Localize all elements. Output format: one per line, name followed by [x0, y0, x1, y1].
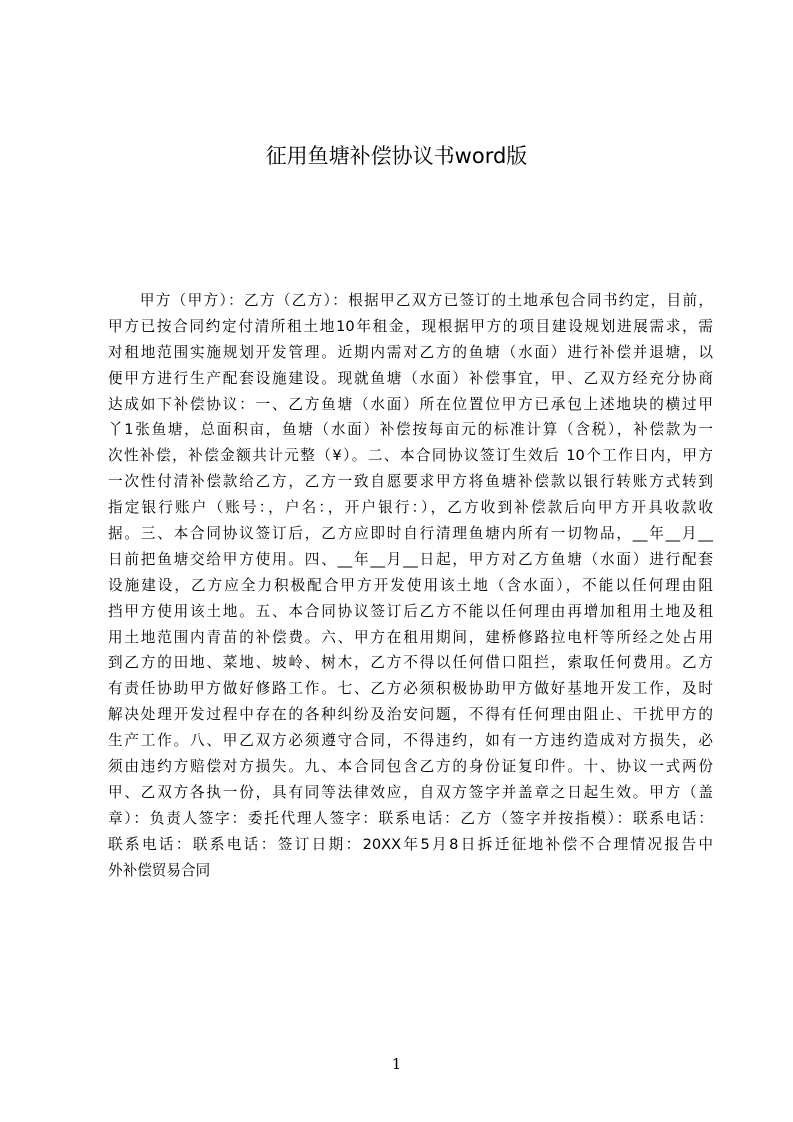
body-line: 丫1张鱼塘，总面积亩，鱼塘（水面）补偿按每亩元的标准计算（含税），补偿款为一: [108, 421, 713, 439]
body-line: 便甲方进行生产配套设施建设。现就鱼塘（水面）补偿事宜，甲、乙双方经充分协商: [108, 369, 713, 387]
body-line: 达成如下补偿协议：一、乙方鱼塘（水面）所在位置位甲方已承包上述地块的横过甲: [108, 395, 713, 413]
body-line: 据。三、本合同协议签订后，乙方应即时自行清理鱼塘内所有一切物品，__年__月__: [108, 525, 713, 543]
body-line: 外补偿贸易合同: [108, 861, 211, 879]
body-line: 生产工作。八、甲乙双方必须遵守合同，不得违约，如有一方违约造成对方损失，必: [108, 732, 713, 750]
document-title: 征用鱼塘补偿协议书word版: [265, 144, 528, 168]
body-line: 甲方已按合同约定付清所租土地10年租金，现根据甲方的项目建设规划进展需求，需: [108, 317, 713, 335]
body-line: 章）：负责人签字：委托代理人签字：联系电话：乙方（签字并按指模）：联系电话：: [108, 809, 713, 827]
body-line: 挡甲方使用该土地。五、本合同协议签订后乙方不能以任何理由再增加租用土地及租: [108, 602, 713, 620]
body-line: 用土地范围内青苗的补偿费。六、甲方在租用期间，建桥修路拉电杆等所经之处占用: [108, 628, 713, 646]
body-line: 设施建设，乙方应全力积极配合甲方开发使用该土地（含水面），不能以任何理由阻: [108, 576, 713, 594]
body-line: 联系电话：联系电话：签订日期：20XX年5月8日拆迁征地补偿不合理情况报告中: [108, 835, 713, 853]
document-body: [108, 288, 713, 883]
body-line: 有责任协助甲方做好修路工作。七、乙方必须积极协助甲方做好基地开发工作，及时: [108, 680, 713, 698]
body-line: 解决处理开发过程中存在的各种纠纷及治安问题，不得有任何理由阻止、干扰甲方的: [108, 706, 713, 724]
body-line: 甲、乙双方各执一份，具有同等法律效应，自双方签字并盖章之日起生效。甲方（盖: [108, 783, 713, 801]
body-line: 指定银行账户（账号：，户名：，开户银行：），乙方收到补偿款后向甲方开具收款收: [108, 499, 713, 517]
body-line: 一次性付清补偿款给乙方，乙方一致自愿要求甲方将鱼塘补偿款以银行转账方式转到: [108, 473, 713, 491]
body-line: 到乙方的田地、菜地、坡岭、树木，乙方不得以任何借口阻拦，索取任何费用。乙方: [108, 654, 713, 672]
body-line: 须由违约方赔偿对方损失。九、本合同包含乙方的身份证复印件。十、协议一式两份: [108, 758, 713, 776]
page-number: 1: [391, 1055, 402, 1073]
body-line: 日前把鱼塘交给甲方使用。四、__年__月__日起，甲方对乙方鱼塘（水面）进行配套: [108, 550, 713, 568]
body-line: 甲方（甲方）：乙方（乙方）：根据甲乙双方已签订的土地承包合同书约定，目前，: [108, 292, 713, 309]
body-line: 对租地范围实施规划开发管理。近期内需对乙方的鱼塘（水面）进行补偿并退塘，以: [108, 343, 713, 361]
body-line: 次性补偿，补偿金额共计元整（¥）。二、本合同协议签订生效后 10个工作日内，甲方: [108, 447, 713, 465]
